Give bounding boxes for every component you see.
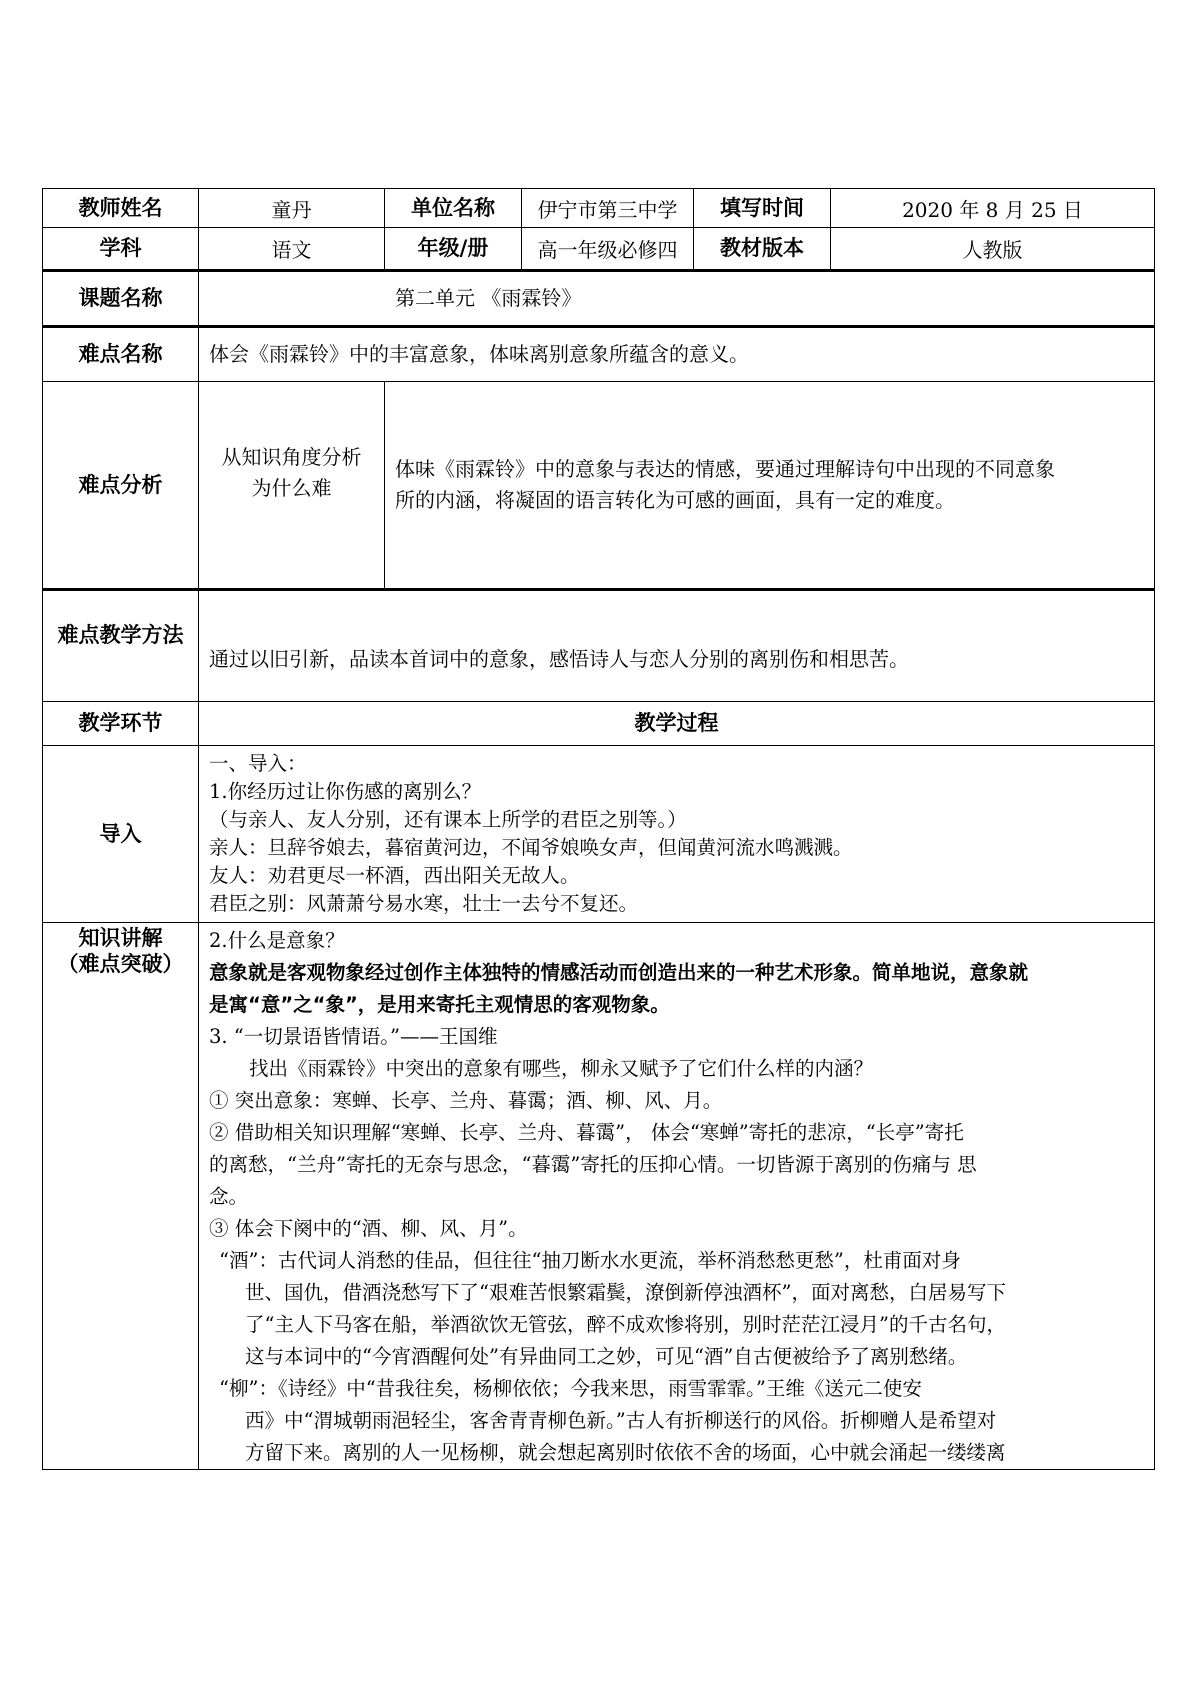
knowledge-line: 念。 xyxy=(209,1185,249,1208)
intro-line: 1.你经历过让你伤感的离别么？ xyxy=(209,780,482,803)
knowledge-content xyxy=(199,923,1155,1470)
row-intro xyxy=(43,746,1155,923)
knowledge-line: ③ 体会下阕中的“酒、柳、风、月”。 xyxy=(209,1217,528,1240)
intro-line: 君臣之别：风萧萧兮易水寒，壮士一去兮不复还。 xyxy=(209,892,639,915)
difficulty-label: 难点名称 xyxy=(43,327,199,382)
knowledge-line: ① 突出意象：寒蝉、长亭、兰舟、暮霭；酒、柳、风、月。 xyxy=(209,1089,723,1112)
grade-value: 高一年级必修四 xyxy=(522,228,694,271)
intro-content xyxy=(199,746,1155,923)
teacher-label: 教师姓名 xyxy=(43,189,199,228)
subject-value: 语文 xyxy=(199,228,385,271)
date-value: 2020 年 8 月 25 日 xyxy=(831,189,1155,228)
intro-label: 导入 xyxy=(43,746,199,923)
intro-line: 友人：劝君更尽一杯酒，西出阳关无故人。 xyxy=(209,864,580,887)
row-difficulty xyxy=(43,327,1155,382)
row-teacher-info xyxy=(43,189,1155,228)
knowledge-line: 2.什么是意象？ xyxy=(209,929,345,952)
analysis-line2: 所的内涵，将凝固的语言转化为可感的画面，具有一定的难度。 xyxy=(395,488,955,512)
analysis-sub-cell xyxy=(199,382,385,590)
edition-label: 教材版本 xyxy=(694,228,831,271)
row-method xyxy=(43,590,1155,702)
analysis-line1: 体味《雨霖铃》中的意象与表达的情感，要通过理解诗句中出现的不同意象 xyxy=(395,457,1055,481)
knowledge-line: 的离愁，“兰舟”寄托的无奈与思念，“暮霭”寄托的压抑心情。一切皆源于离别的伤痛与 思 xyxy=(209,1153,977,1176)
process-header: 教学过程 xyxy=(199,702,1155,746)
analysis-sub-line2: 为什么难 xyxy=(251,476,332,500)
knowledge-label xyxy=(43,923,199,1470)
row-topic xyxy=(43,271,1155,327)
row-analysis xyxy=(43,382,1155,590)
intro-line: 一、导入： xyxy=(209,752,307,775)
knowledge-line: ② 借助相关知识理解“寒蝉、长亭、兰舟、暮霭”， 体会“寒蝉”寄托的悲凉，“长亭”寄托 xyxy=(209,1121,964,1144)
intro-line: 亲人：旦辞爷娘去，暮宿黄河边，不闻爷娘唤女声，但闻黄河流水鸣溅溅。 xyxy=(209,836,853,859)
analysis-label: 难点分析 xyxy=(43,382,199,590)
stage-header: 教学环节 xyxy=(43,702,199,746)
method-value: 通过以旧引新，品读本首词中的意象，感悟诗人与恋人分别的离别伤和相思苦。 xyxy=(199,590,1155,702)
knowledge-line: 了“主人下马客在船，举酒欲饮无管弦，醉不成欢惨将别，别时茫茫江浸月”的千古名句， xyxy=(245,1313,1006,1336)
knowledge-line: 世、国仇，借酒浇愁写下了“艰难苦恨繁霜鬓，潦倒新停浊酒杯”，面对离愁，白居易写下 xyxy=(245,1281,1006,1304)
knowledge-label-line2: （难点突破） xyxy=(57,952,184,977)
intro-line: （与亲人、友人分别，还有课本上所学的君臣之别等。） xyxy=(209,808,687,831)
row-process-header xyxy=(43,702,1155,746)
definition-line: 意象就是客观物象经过创作主体独特的情感活动而创造出来的一种艺术形象。简单地说，意象就 xyxy=(209,961,1029,984)
topic-label: 课题名称 xyxy=(43,271,199,327)
edition-value: 人教版 xyxy=(831,228,1155,271)
date-label: 填写时间 xyxy=(694,189,831,228)
knowledge-line: 3. “一切景语皆情语。”——王国维 xyxy=(209,1025,498,1048)
knowledge-line: 西》中“渭城朝雨浥轻尘，客舍青青柳色新。”古人有折柳送行的风俗。折柳赠人是希望对 xyxy=(245,1409,997,1432)
topic-value: 第二单元 《雨霖铃》 xyxy=(199,271,1155,327)
knowledge-line: “柳”：《诗经》中“昔我往矣，杨柳依依；今我来思，雨雪霏霏。”王维《送元二使安 xyxy=(219,1377,922,1400)
knowledge-line: “酒”：古代词人消愁的佳品，但往往“抽刀断水水更流，举杯消愁愁更愁”，杜甫面对身 xyxy=(219,1249,961,1272)
grade-label: 年级/册 xyxy=(385,228,522,271)
unit-label: 单位名称 xyxy=(385,189,522,228)
difficulty-value: 体会《雨霖铃》中的丰富意象，体味离别意象所蕴含的意义。 xyxy=(199,327,1155,382)
subject-label: 学科 xyxy=(43,228,199,271)
analysis-sub-line1: 从知识角度分析 xyxy=(221,445,362,469)
knowledge-line: 找出《雨霖铃》中突出的意象有哪些，柳永又赋予了它们什么样的内涵？ xyxy=(249,1057,874,1080)
row-knowledge xyxy=(43,923,1155,1470)
knowledge-line: 方留下来。离别的人一见杨柳，就会想起离别时依依不舍的场面，心中就会涌起一缕缕离 xyxy=(245,1441,1006,1464)
definition-line: 是寓“意”之“象”，是用来寄托主观情思的客观物象。 xyxy=(209,993,670,1016)
knowledge-line: 这与本词中的“今宵酒醒何处”有异曲同工之妙，可见“酒”自古便被给予了离别愁绪。 xyxy=(245,1345,968,1368)
row-subject-info xyxy=(43,228,1155,271)
teacher-value: 童丹 xyxy=(199,189,385,228)
analysis-value xyxy=(385,382,1155,590)
method-label: 难点教学方法 xyxy=(43,590,199,702)
lesson-plan-table xyxy=(42,188,1155,1470)
knowledge-label-line1: 知识讲解 xyxy=(78,926,163,950)
unit-value: 伊宁市第三中学 xyxy=(522,189,694,228)
